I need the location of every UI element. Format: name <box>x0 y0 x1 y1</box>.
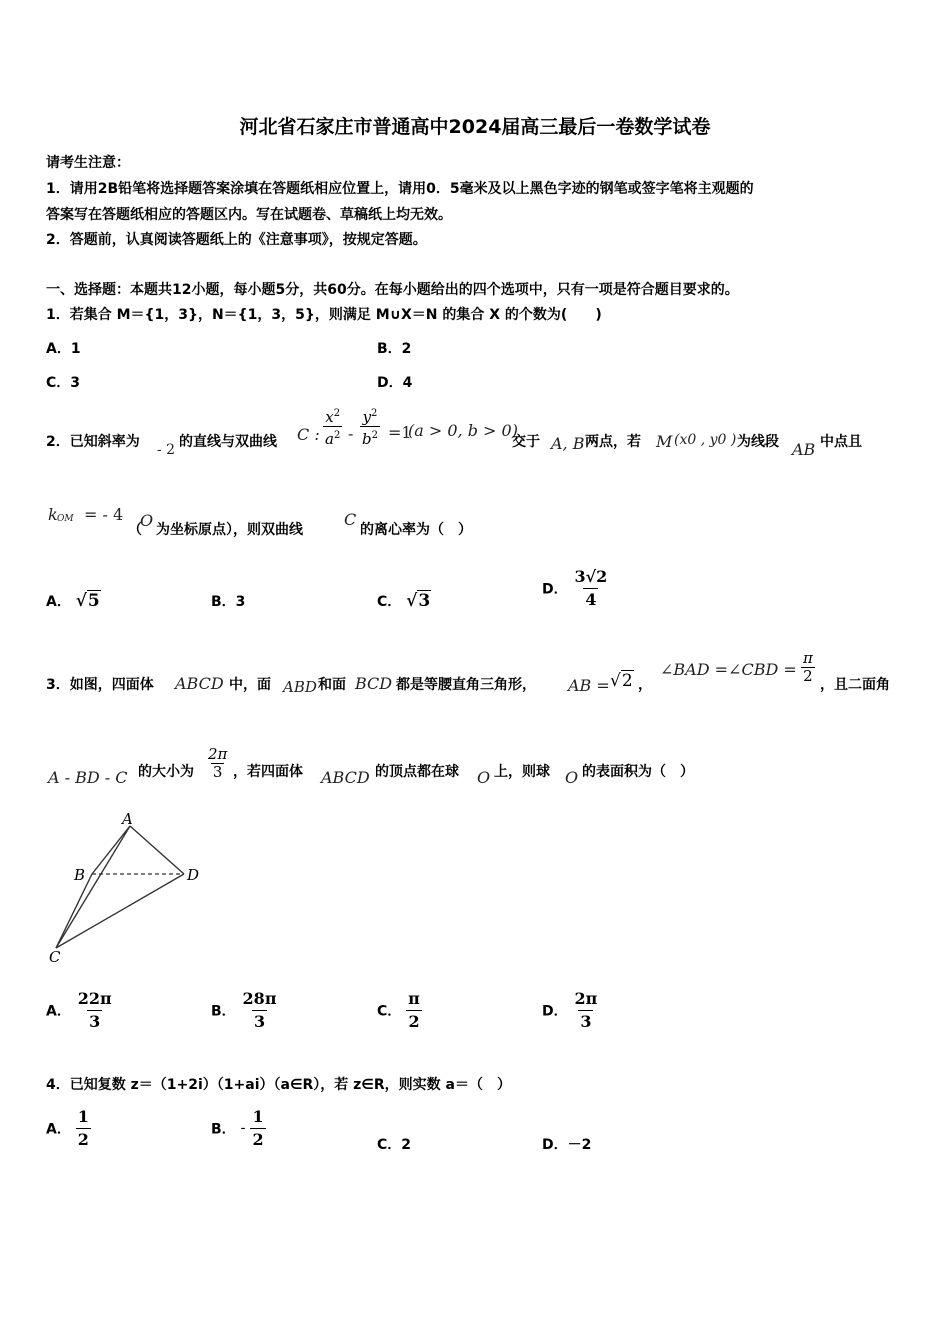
q2-option-b[interactable]: B．3 <box>211 594 246 610</box>
q2-stem-part7b: 为坐标原点），则双曲线 <box>156 522 303 538</box>
q3-option-c[interactable]: C． $\frac{\pi}{2}$ <box>377 989 420 1031</box>
page-title: 河北省石家庄市普通高中2024届高三最后一卷数学试卷 <box>239 116 711 138</box>
q2-curve-name: C : <box>297 425 320 444</box>
q2-condition: (a > 0, b > 0) <box>408 421 518 440</box>
q3-angle-value: $\frac{\pi}{2}$ <box>803 649 813 685</box>
q3-face-bcd: BCD <box>355 674 393 693</box>
q3-stem-part6: ，且二面角 <box>820 677 890 693</box>
q3-stem-part9: 的顶点都在球 <box>375 764 459 780</box>
q4-option-d[interactable]: D．－2 <box>542 1137 592 1153</box>
q2-option-d[interactable]: D． $\frac{3√2}{4}$ <box>542 567 608 609</box>
sqrt-symbol: √5 <box>75 591 100 611</box>
q3-ab-value: √2 <box>610 671 633 691</box>
q1-option-c[interactable]: C．3 <box>46 375 81 391</box>
q3-stem-part11: 的表面积为（ ） <box>582 764 694 780</box>
q3-angles: ∠BAD =∠CBD = <box>660 660 797 679</box>
q2-segment-ab: AB <box>792 440 816 459</box>
q3-sphere-o-2: O <box>565 768 579 787</box>
q2-stem-part5: 为线段 <box>737 434 779 450</box>
q2-stem-part8: 的离心率为（ ） <box>360 522 472 538</box>
q3-stem-part2: 中，面 <box>229 677 271 693</box>
q3-stem-part4: 都是等腰直角三角形， <box>396 677 536 693</box>
q2-stem-part4: 两点，若 <box>585 434 641 450</box>
q2-slope: - 2 <box>157 442 176 458</box>
q2-origin-o: O <box>140 511 154 530</box>
q3-stem-part8: ，若四面体 <box>233 764 303 780</box>
notice-line-2: 2．答题前，认真阅读答题纸上的《注意事项》，按规定答题。 <box>46 232 427 248</box>
q3-stem-part5: ， <box>638 677 652 693</box>
q2-stem-part2: 的直线与双曲线 <box>179 434 277 450</box>
q2-curve-c: C <box>344 510 357 529</box>
q3-stem-part3: 和面 <box>318 677 346 693</box>
q3-abcd: ABCD <box>175 674 224 693</box>
q2-hyperbola-y-term: $\frac{y^2}{b^2}$ <box>362 408 378 448</box>
q3-option-d[interactable]: D． $\frac{2\pi}{3}$ <box>542 989 598 1031</box>
q4-option-a[interactable]: A． $\frac{1}{2}$ <box>46 1107 89 1149</box>
q4-stem: 4．已知复数 z＝（1+2i）（1+ai）（a∈R），若 z∈R，则实数 a＝（ ） <box>46 1077 511 1093</box>
q2-option-c[interactable]: C． √3 <box>377 591 431 611</box>
q1-option-d[interactable]: D．4 <box>377 375 413 391</box>
section-heading: 一、选择题：本题共12小题，每小题5分，共60分。在每小题给出的四个选项中，只有一项是符合题目要求的。 <box>46 282 739 298</box>
q3-option-b[interactable]: B． $\frac{28\pi}{3}$ <box>211 989 277 1031</box>
q2-m-coords: (x0 , y0 ) <box>674 432 737 448</box>
q1-option-b[interactable]: B．2 <box>377 341 412 357</box>
q2-k-subscript: OM <box>57 514 74 524</box>
notice-line-1b: 答案写在答题纸相应的答题区内。写在试题卷、草稿纸上均无效。 <box>46 207 452 223</box>
q3-stem-part7: 的大小为 <box>138 764 194 780</box>
q3-option-a[interactable]: A． $\frac{22\pi}{3}$ <box>46 989 112 1031</box>
q3-ab-equals: AB = <box>568 676 610 695</box>
q3-face-abd: ABD <box>283 678 317 696</box>
q2-stem-part6: 中点且 <box>820 434 862 450</box>
q2-point-m: M <box>656 432 673 451</box>
sqrt-symbol: √3 <box>406 591 431 611</box>
q4-option-b[interactable]: B． - $\frac{1}{2}$ <box>211 1107 264 1149</box>
q2-points-ab: A, B <box>551 434 585 453</box>
q2-stem-part1: 2．已知斜率为 <box>46 434 140 450</box>
q3-stem-part10: 上，则球 <box>494 764 550 780</box>
q2-stem-part7a: （ <box>128 522 142 538</box>
vertex-b-label: B <box>74 866 86 884</box>
q3-stem-part1: 3．如图，四面体 <box>46 677 154 693</box>
vertex-c-label: C <box>49 948 61 966</box>
q2-minus: - <box>348 424 354 443</box>
q1-stem: 1．若集合 M＝{1，3}，N＝{1，3，5}，则满足 M∪X＝N 的集合 X 的个数为( ) <box>46 307 602 323</box>
vertex-d-label: D <box>187 866 200 884</box>
notice-header: 请考生注意： <box>46 155 130 171</box>
q4-option-c[interactable]: C．2 <box>377 1137 412 1153</box>
q3-sphere-o-1: O <box>477 768 491 787</box>
vertex-a-label: A <box>122 810 133 828</box>
q2-k-value: = - 4 <box>84 505 124 524</box>
q2-option-a[interactable]: A． √5 <box>46 591 100 611</box>
q2-hyperbola-x-term: $\frac{x^2}{a^2}$ <box>325 408 341 448</box>
q2-stem-part3: 交于 <box>512 434 540 450</box>
notice-line-1a: 1．请用2B铅笔将选择题答案涂填在答题纸相应位置上，请用0．5毫米及以上黑色字迹的钢笔或签字笔将主观题的 <box>46 181 754 197</box>
q3-dihedral: A - BD - C <box>48 768 128 787</box>
q1-option-a[interactable]: A．1 <box>46 341 81 357</box>
q3-abcd-2: ABCD <box>321 768 370 787</box>
tetrahedron-figure <box>44 808 214 968</box>
q2-equals-one: =1 <box>388 423 412 442</box>
q3-dihedral-value: $\frac{2\pi}{3}$ <box>208 745 228 781</box>
q2-k: k <box>48 505 58 524</box>
